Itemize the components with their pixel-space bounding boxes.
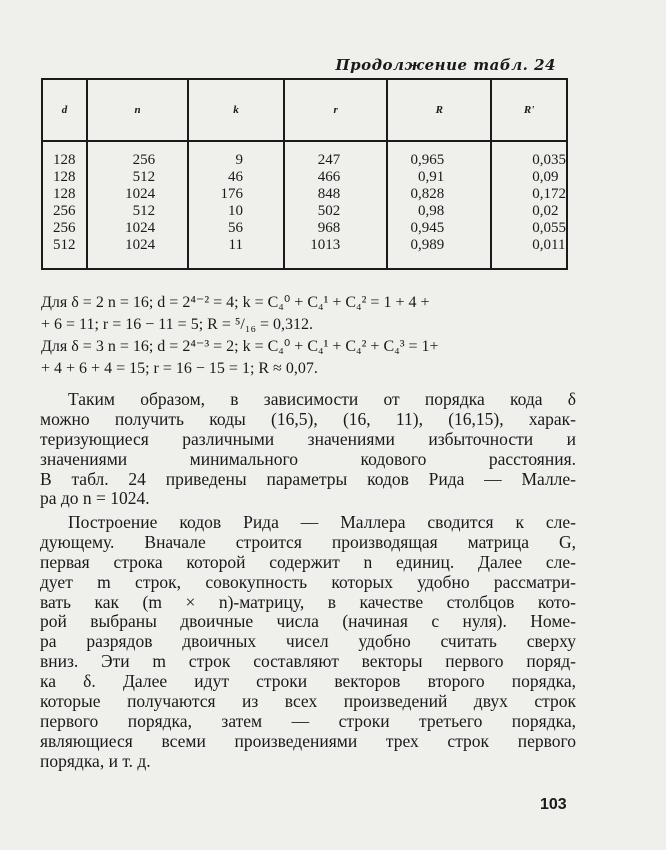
formula-line: + 4 + 6 + 4 = 15; r = 16 − 15 = 1; R ≈ 0,07. (41, 360, 318, 377)
formula-line: Для δ = 3 n = 16; d = 2⁴⁻³ = 2; k = C₄⁰ + C₄¹ + C₄² + C₄³ = 1+ (41, 338, 439, 355)
text-line: первая строка которой содержит n единиц. Далее сле- (40, 551, 576, 572)
header-R: R (387, 79, 491, 141)
cell-n: 256 (87, 141, 188, 169)
formula-block-delta-3 (41, 336, 601, 380)
text-line: ра разрядов двоичных чисел удобно считать сверху (40, 631, 576, 652)
cell-n: 1024 (87, 220, 188, 237)
text-line: В табл. 24 приведены параметры кодов Рида — Малле- (40, 468, 576, 489)
cell-n: 512 (87, 169, 188, 186)
text-line: вниз. Эти m строк составляют векторы первого поряд- (40, 651, 576, 672)
cell-n: 512 (87, 203, 188, 220)
formula-line: Для δ = 2 n = 16; d = 2⁴⁻² = 4; k = C₄⁰ + C₄¹ + C₄² = 1 + 4 + (41, 294, 430, 311)
text-line: рой выбраны двоичные числа (начиная с нуля). Номе- (40, 611, 576, 632)
header-r: r (284, 79, 387, 141)
text-line: являющиеся всеми произведениями трех строк первого (40, 730, 576, 751)
header-d: d (42, 79, 87, 141)
cell-R: 0,91 (387, 169, 491, 186)
cell-n: 1024 (87, 237, 188, 269)
cell-d: 128 (42, 186, 87, 203)
cell-R-prime: 0,055 (491, 220, 567, 237)
cell-r: 848 (284, 186, 387, 203)
cell-n: 1024 (87, 186, 188, 203)
text-line: ка δ. Далее идут строки векторов второго порядка, (40, 671, 576, 692)
cell-R-prime: 0,172 (491, 186, 567, 203)
cell-R: 0,98 (387, 203, 491, 220)
cell-r: 968 (284, 220, 387, 237)
cell-R-prime: 0,035 (491, 141, 567, 169)
text-line: порядка, и т. д. (40, 750, 151, 771)
header-k: k (188, 79, 284, 141)
cell-r: 1013 (284, 237, 387, 269)
header-n: n (87, 79, 188, 141)
cell-d: 128 (42, 141, 87, 169)
cell-R-prime: 0,02 (491, 203, 567, 220)
table-row (42, 220, 567, 237)
table-row (42, 169, 567, 186)
cell-R-prime: 0,09 (491, 169, 567, 186)
cell-R: 0,965 (387, 141, 491, 169)
paragraph-2 (40, 513, 576, 772)
text-line: дующему. Вначале строится производящая матрица G, (40, 531, 576, 552)
text-line: Таким образом, в зависимости от порядка кода δ (68, 389, 576, 409)
cell-k: 46 (188, 169, 284, 186)
table-row (42, 203, 567, 220)
cell-k: 10 (188, 203, 284, 220)
formula-line: + 6 = 11; r = 16 − 11 = 5; R = ⁵/₁₆ = 0,312. (41, 316, 314, 333)
cell-d: 256 (42, 203, 87, 220)
text-line: значениями минимального кодового расстояния. (40, 448, 576, 469)
header-R-prime: R' (491, 79, 567, 141)
cell-r: 466 (284, 169, 387, 186)
cell-k: 56 (188, 220, 284, 237)
cell-k: 9 (188, 141, 284, 169)
cell-d: 128 (42, 169, 87, 186)
cell-d: 512 (42, 237, 87, 269)
cell-R: 0,945 (387, 220, 491, 237)
text-line: вать как (m × n)-матрицу, в качестве столбцов кото- (40, 591, 576, 612)
paragraph-1 (40, 390, 576, 509)
cell-k: 11 (188, 237, 284, 269)
table-header-row (42, 79, 567, 141)
cell-d: 256 (42, 220, 87, 237)
text-line: первого порядка, затем — строки третьего порядка, (40, 710, 576, 731)
table-row (42, 186, 567, 203)
text-line: которые получаются из всех произведений двух строк (40, 691, 576, 712)
text-line: теризующиеся различными значениями избыточности и (40, 428, 576, 449)
cell-r: 247 (284, 141, 387, 169)
formula-block-delta-2 (41, 292, 601, 336)
cell-R: 0,989 (387, 237, 491, 269)
cell-R-prime: 0,011 (491, 237, 567, 269)
text-line: дует m строк, совокупность которых удобно рассматри- (40, 571, 576, 592)
cell-r: 502 (284, 203, 387, 220)
text-line: ра до n = 1024. (40, 488, 150, 509)
reed-muller-parameters-table (41, 78, 568, 270)
text-line: Построение кодов Рида — Маллера сводится к сле- (68, 512, 576, 532)
table-caption: Продолжение табл. 24 (335, 56, 556, 74)
table-row (42, 237, 567, 269)
cell-k: 176 (188, 186, 284, 203)
text-line: можно получить коды (16,5), (16, 11), (16,15), харак- (40, 408, 576, 429)
cell-R: 0,828 (387, 186, 491, 203)
table-row (42, 141, 567, 169)
page-number: 103 (540, 796, 567, 813)
